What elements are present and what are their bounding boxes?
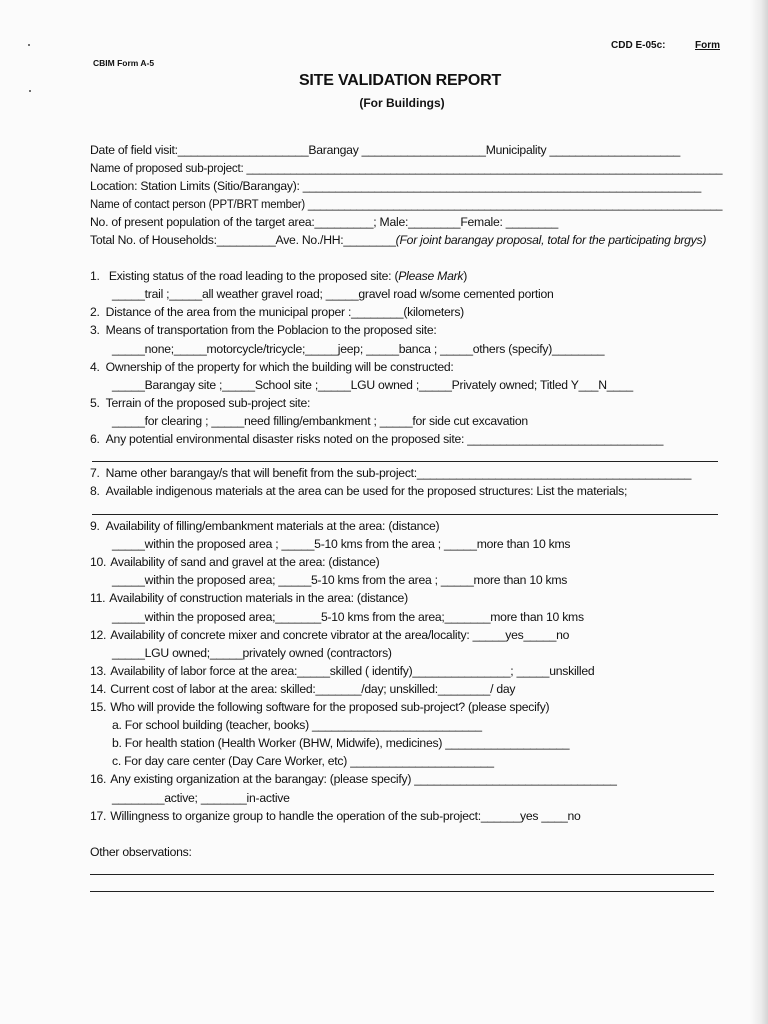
- item-number: 15.: [90, 700, 107, 714]
- form-label: Form: [695, 40, 720, 51]
- item-number: 16.: [90, 772, 107, 786]
- item-text: Available indigenous materials at the area can be used for the proposed structures: List the materials;: [105, 484, 628, 498]
- item-10-options: _____within the proposed area; _____5-10 kms from the area ; _____more than 10 kms: [112, 573, 568, 587]
- item-12-options: _____LGU owned;_____privately owned (contractors): [112, 646, 392, 660]
- item-number: 3.: [90, 323, 100, 337]
- item-number: 5.: [90, 396, 100, 410]
- item-12-mixer: [90, 628, 569, 642]
- item-text: Existing status of the road leading to the proposed site: (: [108, 269, 399, 283]
- households-text: Total No. of Households:_________Ave. No./HH:________: [90, 233, 396, 247]
- item-number: 2.: [90, 305, 100, 319]
- item-number: 4.: [90, 360, 100, 374]
- item-text: Who will provide the following software for the proposed sub-project? (please specify): [110, 700, 550, 714]
- observation-line: [90, 874, 714, 875]
- item-2-distance: [90, 305, 464, 319]
- item-text: Any potential environmental disaster risks noted on the proposed site: ______________________________: [105, 432, 664, 446]
- item-4-ownership: [90, 360, 454, 374]
- item-13-labor: [90, 664, 594, 678]
- observation-line: [90, 891, 714, 892]
- page-subtitle: (For Buildings): [359, 96, 445, 110]
- item-6-risks: [90, 432, 663, 446]
- item-text: Current cost of labor at the area: skilled:_______/day; unskilled:________/ day: [110, 682, 516, 696]
- item-number: 14.: [90, 682, 107, 696]
- households-note: (For joint barangay proposal, total for the participating brgys): [395, 233, 707, 247]
- item-emphasis: Please Mark: [398, 269, 464, 283]
- item-1-road-status: [90, 269, 467, 283]
- item-4-options: _____Barangay site ;_____School site ;_____LGU owned ;_____Privately owned; Titled Y___N____: [112, 378, 633, 392]
- item-15-software: [90, 700, 549, 714]
- item-5-options: _____for clearing ; _____need filling/embankment ; _____for side cut excavation: [112, 414, 528, 428]
- item-text-end: ): [463, 269, 468, 283]
- page-edge-shadow: [750, 0, 768, 1024]
- item-3-options: _____none;_____motorcycle/tricycle;_____jeep; _____banca ; _____others (specify)________: [112, 342, 605, 356]
- scan-speck: [29, 90, 31, 92]
- item-number: 13.: [90, 664, 107, 678]
- item-15-b: b. For health station (Health Worker (BHW, Midwife), medicines) ___________________: [112, 736, 570, 750]
- item-text: Name other barangay/s that will benefit from the sub-project:__________________________________________: [105, 466, 692, 480]
- item-text: Any existing organization at the barangay: (please specify) _______________________________: [110, 772, 617, 786]
- field-location: Location: Station Limits (Sitio/Barangay): _____________________________________________________________: [90, 179, 702, 193]
- item-number: 17.: [90, 809, 107, 823]
- item-number: 6.: [90, 432, 100, 446]
- item-number: 7.: [90, 466, 100, 480]
- item-7-other-barangays: [90, 466, 691, 480]
- item-text: Ownership of the property for which the building will be constructed:: [105, 360, 454, 374]
- item-15-c: c. For day care center (Day Care Worker, etc) ______________________: [112, 754, 494, 768]
- item-text: Distance of the area from the municipal proper :________(kilometers): [105, 305, 464, 319]
- blank-line: [92, 461, 718, 462]
- item-text: Means of transportation from the Poblacion to the proposed site:: [105, 323, 437, 337]
- field-contact-person: Name of contact person (PPT/BRT member) ____________________________________________________________________: [90, 197, 723, 211]
- item-5-terrain: [90, 396, 310, 410]
- item-10-sand-gravel: [90, 555, 379, 569]
- item-9-filling: [90, 519, 439, 533]
- item-11-construction: [90, 591, 408, 605]
- item-text: Terrain of the proposed sub-project site:: [105, 396, 311, 410]
- blank-line: [92, 514, 718, 515]
- item-text: Availability of concrete mixer and concrete vibrator at the area/locality: _____yes_____no: [110, 628, 570, 642]
- item-3-transport: [90, 323, 437, 337]
- item-1-options: _____trail ;_____all weather gravel road; _____gravel road w/some cemented portion: [112, 287, 554, 301]
- scan-speck: [28, 44, 30, 46]
- item-9-options: _____within the proposed area ; _____5-10 kms from the area ; _____more than 10 kms: [112, 537, 571, 551]
- item-8-materials: [90, 484, 627, 498]
- item-number: 11.: [90, 591, 106, 605]
- item-15-a: a. For school building (teacher, books) __________________________: [112, 718, 482, 732]
- page-title: SITE VALIDATION REPORT: [298, 72, 502, 89]
- item-14-labor-cost: [90, 682, 515, 696]
- field-date-barangay-municipality: Date of field visit:____________________Barangay ___________________Municipality ____________________: [90, 143, 681, 157]
- other-observations-label: Other observations:: [90, 845, 192, 859]
- item-number: 8.: [90, 484, 100, 498]
- form-code: CDD E-05c:: [611, 40, 666, 51]
- item-number: 1.: [90, 269, 100, 283]
- item-17-willingness: [90, 809, 581, 823]
- item-text: Availability of construction materials in the area: (distance): [109, 591, 408, 605]
- item-16-options: ________active; _______in-active: [112, 791, 290, 805]
- item-11-options: _____within the proposed area;_______5-10 kms from the area;_______more than 10 kms: [112, 610, 584, 624]
- field-sub-project-name: Name of proposed sub-project: ____________________________________________________________________________: [90, 161, 723, 175]
- item-16-organization: [90, 772, 617, 786]
- item-number: 10.: [90, 555, 107, 569]
- item-number: 9.: [90, 519, 100, 533]
- cbim-form-code: CBIM Form A-5: [93, 58, 155, 68]
- item-text: Availability of filling/embankment materials at the area: (distance): [105, 519, 440, 533]
- field-population: No. of present population of the target area:_________; Male:________Female: ________: [90, 215, 558, 229]
- item-number: 12.: [90, 628, 107, 642]
- item-text: Availability of labor force at the area:_____skilled ( identify)_______________; _____unskilled: [110, 664, 595, 678]
- item-text: Willingness to organize group to handle the operation of the sub-project:______yes ____no: [110, 809, 581, 823]
- item-text: Availability of sand and gravel at the area: (distance): [110, 555, 380, 569]
- field-households: [90, 233, 706, 247]
